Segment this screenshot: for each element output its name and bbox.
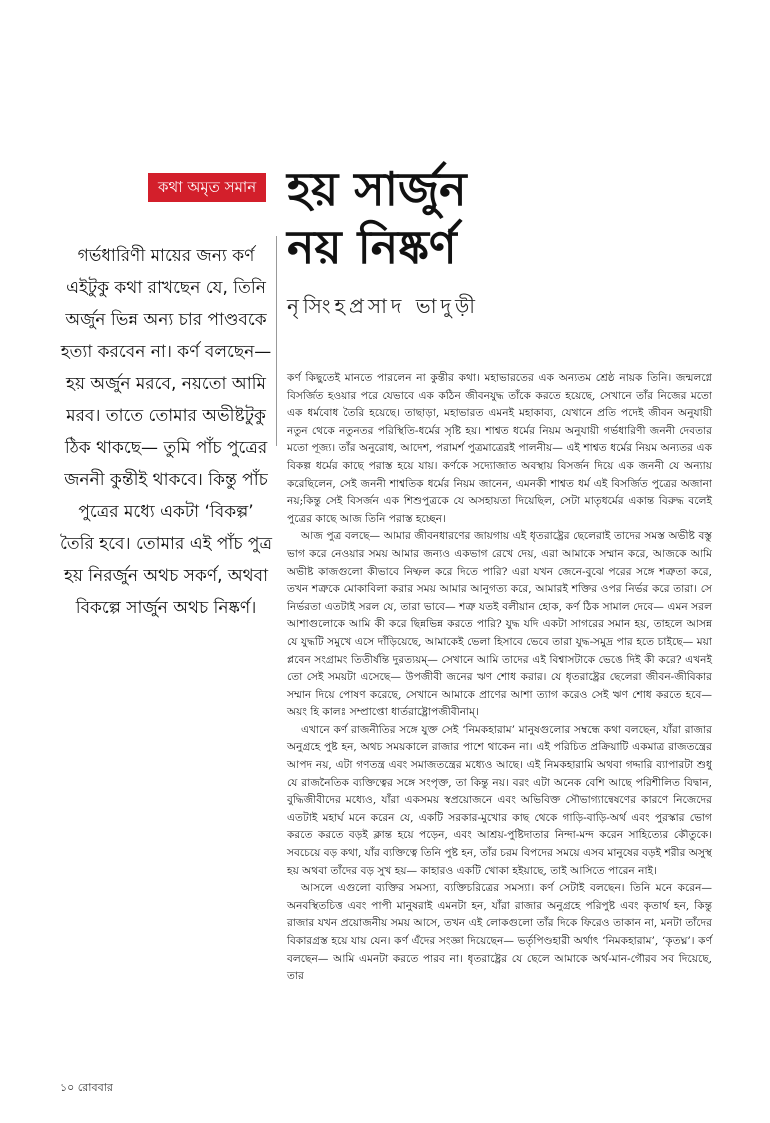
paragraph: আজ পুত্র বলছে— আমার জীবনধারণের জায়গায় এই ধৃতরাষ্ট্রের ছেলেরাই তাদের সমস্ত অভীষ্ট বস্তু ভাগ করে নেওয়ার সময় আমার জন্যও একভাগ রেখে দেয়, এরা আমাকে সম্মান করে, আজকে আমি অভীষ্ট কাজগুলো কীভাবে নিষ্ফল করে দিতে পারি? এরা যখন জেনে-বুঝে পরের সঙ্গে শত্রুতা করে, তখন শত্রুকে মোকাবিলা করার সময় আমার আনুগত্য করে, আমারই শক্তির ওপর নির্ভর করে তারা। সে নির্ভরতা এতটাই সরল যে, তারা ভাবে— শত্রু যতই বলীয়ান হোক, কর্ণ ঠিক সামাল দেবে— এমন সরল আশাগুলোকে আমি কী করে ছিন্নভিন্ন করতে পারি? যুদ্ধ যদি একটা সাগরের সমান হয়, তাহলে আসন্ন যে যুদ্ধটি সমুখে এসে দাঁড়িয়েছে, আমাকেই ভেলা হিসাবে ভেবে তারা যুদ্ধ-সমুদ্র পার হতে চাইছে— ময়া প্লবেন সংগ্রামং তিতীর্ষন্তি দুরত্যয়ম্— সেখানে আমি তাদের এই বিশ্বাসটাকে ভেঙে দিই কী করে? এখনই তো সেই সময়টা এসেছে— উপজীবী জনের ঋণ শোধ করার। যে ধৃতরাষ্ট্রের ছেলেরা জীবন-জীবিকার সম্মান দিয়ে পোষণ করেছে, সেখানে আমাকে প্রাণের আশা ত্যাগ করেও সেই ঋণ শোধ করতে হবে— অয়ং হি কালঃ সম্প্রাপ্তো ধার্তরাষ্ট্রোপজীবীনাম্। xyxy=(287,530,713,719)
section-tag: কথা অমৃত সমান xyxy=(148,173,266,202)
title-line-2: নয় নিষ্কর্ণ xyxy=(287,220,457,274)
article-title xyxy=(287,160,467,276)
title-line-1: হয় সার্জুন xyxy=(287,162,467,216)
author-byline: নৃসিংহপ্রসাদ ভাদুড়ী xyxy=(287,294,480,318)
article-body xyxy=(287,370,712,986)
paragraph: কর্ণ কিছুতেই মানতে পারলেন না কুন্তীর কথা। মহাভারতের এক অন্যতম শ্রেষ্ঠ নায়ক তিনি। জন্মলগ্নে বিসর্জিত হওয়ার পরে যেভাবে এক কঠিন জীবনযুদ্ধ তাঁকে করতে হয়েছে, সেখানে তাঁর নিজের মতো এক ধর্মবোধ তৈরি হয়েছে। তাছাড়া, মহাভারত এমনই মহাকাব্য, যেখানে প্রতি পদেই জীবন অনুযায়ী নতুন থেকে নতুনতর পরিস্থিতি-ধর্মের সৃষ্টি হয়। শাশ্বত ধর্মের নিয়ম অনুযায়ী গর্ভধারিণী জননী দেবতার মতো পূজ্য। তাঁর অনুরোধ, আদেশ, পরামর্শ পুত্রমাত্রেরই পালনীয়— এই শাশ্বত ধর্মের নিয়ম অন্যতর এক বিকল্প ধর্মের কাছে পরাস্ত হয়ে যায়। কর্ণকে সদ্যোজাত অবস্থায় বিসর্জন দিয়ে এক জননী যে অন্যায় করেছিলেন, সেই জননী শাশ্বতিক ধর্মের নিয়ম জানেন, এমনকী শাশ্বত ধর্ম এই বিসর্জিত পুত্রের অজানা নয়;কিন্তু সেই বিসর্জন এক শিশুপুত্রকে যে অসহায়তা দিয়েছিল, সেটা মাতৃধর্মের একান্ত বিরুদ্ধ বলেই পুত্রের কাছে আজ তিনি পরাস্ত হচ্ছেন। xyxy=(287,372,712,525)
paragraph: আসলে এগুলো ব্যক্তির সমস্যা, ব্যক্তিচরিত্রের সমস্যা। কর্ণ সেটাই বলছেন। তিনি মনে করেন— অনবস্থিতচিত্ত এবং পাপী মানুষরাই এমনটা হন, যাঁরা রাজার অনুগ্রহে পরিপুষ্ট এবং কৃতার্থ হন, কিন্তু রাজার যখন প্রয়োজনীয় সময় আসে, তখন এই লোকগুলো তাঁর দিকে ফিরেও তাকান না, মনটা তাঁদের বিকারগ্রস্ত হয়ে যায় যেন। কর্ণ এঁদের সংজ্ঞা দিয়েছেন— ভর্তৃপিণ্ডহারী অর্থাৎ ‘নিমকহারাম’, ‘কৃতঘ্ন’। কর্ণ বলছেন— আমি এমনটা করতে পারব না। ধৃতরাষ্ট্রের যে ছেলে আমাকে অর্থ-মান-গৌরব সব দিয়েছে, তার xyxy=(287,882,712,983)
pull-quote: গর্ভধারিণী মায়ের জন্য কর্ণ এইটুকু কথা রাখছেন যে, তিনি অর্জুন ভিন্ন অন্য চার পাণ্ডবকে হত্যা করবেন না। কর্ণ বলছেন— হয় অর্জুন মরবে, নয়তো আমি মরব। তাতে তোমার অভীষ্টটুকু ঠিক থাকছে— তুমি পাঁচ পুত্রের জননী কুন্তীই থাকবে। কিন্তু পাঁচ পুত্রের মধ্যে একটা ‘বিকল্প’ তৈরি হবে। তোমার এই পাঁচ পুত্র হয় নিরর্জুন অথচ সকর্ণ, অথবা বিকল্পে সার্জুন অথচ নিষ্কর্ণ। xyxy=(60,246,272,618)
paragraph: এখানে কর্ণ রাজনীতির সঙ্গে যুক্ত সেই ‘নিমকহারাম’ মানুষগুলোর সম্বন্ধে কথা বলছেন, যাঁরা রাজার অনুগ্রহে পুষ্ট হন, অথচ সময়কালে রাজার পাশে থাকেন না। এই পরিচিত প্রক্রিয়াটি একমাত্র রাজতন্ত্রের আপদ নয়, এটা গণতন্ত্র এবং সমাজতন্ত্রের মধ্যেও আছে। এই নিমকহারামি অথবা গদ্দারি ব্যাপারটা শুধু যে রাজনৈতিক ব্যক্তিত্বের সঙ্গে সংপৃক্ত, তা কিন্তু নয়। বরং এটা অনেক বেশি আছে পরিশীলিত বিদ্বান, বুদ্ধিজীবীদের মধ্যেও, যাঁরা একসময় স্বপ্রয়োজনে এবং অভিবিক্ত সৌভাগ্যান্বেষণের কারণে নিজেদের এতটাই মহার্ঘ মনে করেন যে, একটি সরকার-মুখোর কাছ থেকে গাড়ি-বাড়ি-অর্থ এবং পুরস্কার ভোগ করতে করতে বড়ই ক্লান্ত হয়ে পড়েন, এবং আশ্রয়-পুষ্টিদাতার নিন্দা-মন্দ করেন সাহিত্যের কৌতুকে। সবচেয়ে বড় কথা, যাঁর ব্যক্তিত্বে তিনি পুষ্ট হন, তাঁর চরম বিপদের সময়ে এসব মানুষের বড়ই শরীর অসুস্থ হয় অথবা তাঁদের বড় সুখ হয়— কাহারও একটি খোকা হইয়াছে, তাই আসিতে পারেন নাই। xyxy=(287,723,712,877)
page-footer: ১০ রোববার xyxy=(60,1081,113,1094)
column-divider xyxy=(276,236,277,446)
